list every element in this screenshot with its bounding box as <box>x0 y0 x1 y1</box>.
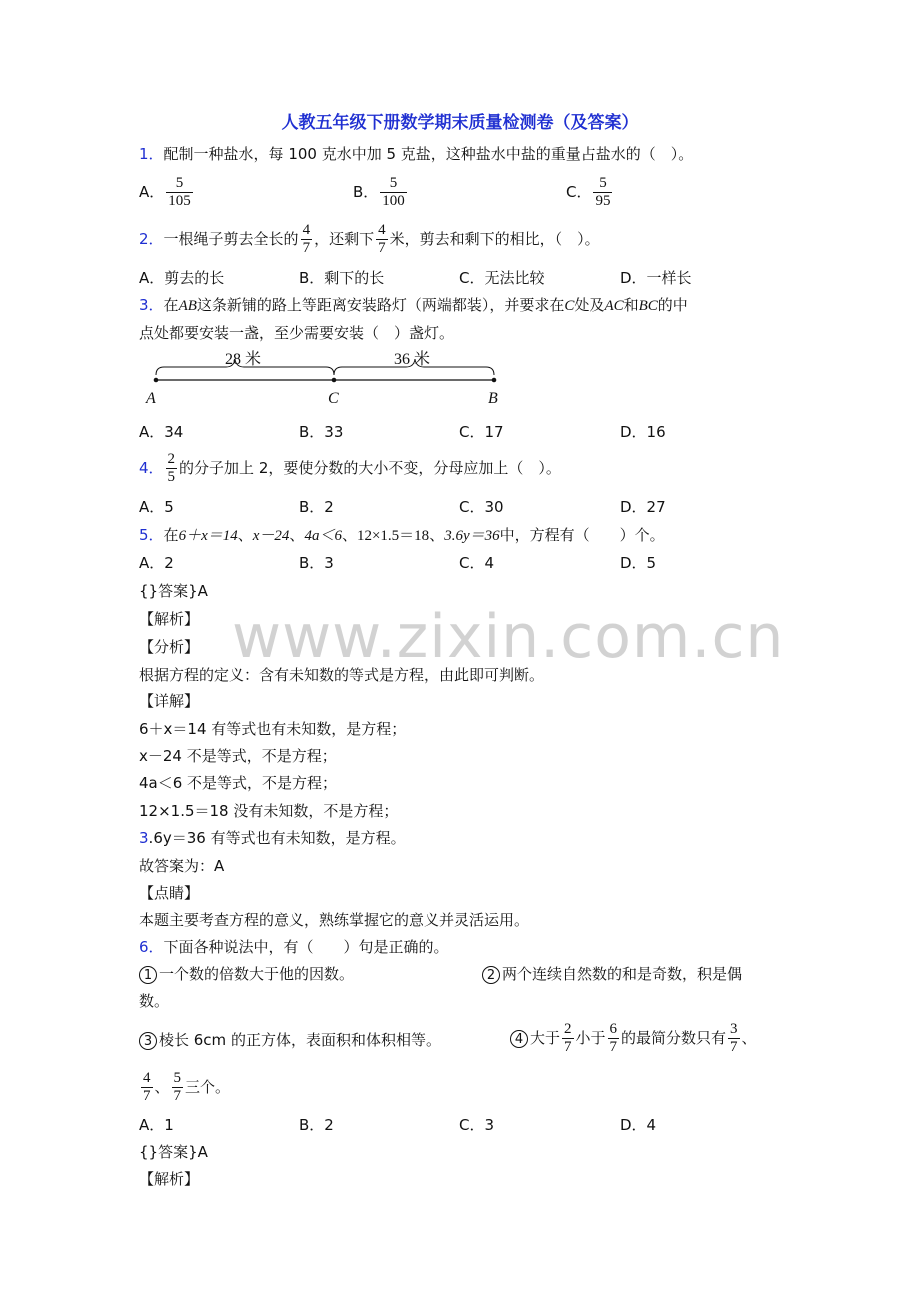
option-b: B．33 <box>299 423 344 441</box>
question-text: 在 <box>163 526 179 544</box>
question-number: 4． <box>139 459 164 477</box>
statement-text: 棱长 6cm 的正方体，表面积和体积相等。 <box>159 1031 441 1049</box>
expression: 3.6y＝36 <box>444 528 500 544</box>
statement-2 <box>482 964 742 984</box>
fraction: $\frac{3}{7}$ <box>730 1021 738 1055</box>
point-a-label: A <box>146 390 156 407</box>
detail-line: x－24 不是等式，不是方程； <box>139 747 337 765</box>
question-text: 一根绳子剪去全长的 <box>163 230 299 248</box>
question-text: 的中 <box>657 296 688 314</box>
final-answer: 故答案为：A <box>139 857 225 875</box>
question-1 <box>139 144 693 164</box>
option-d: D．16 <box>620 423 666 441</box>
segment-right-length: 36 米 <box>394 351 431 368</box>
summary-text: 本题主要考查方程的意义，熟练掌握它的意义并灵活运用。 <box>139 911 530 929</box>
separator: 、 <box>341 526 357 544</box>
option-label: B． <box>353 183 379 201</box>
question-5 <box>139 525 665 546</box>
detail-line: 12×1.5＝18 没有未知数，不是方程； <box>139 802 399 820</box>
option-a: A．2 <box>139 554 174 572</box>
circled-number: 1 <box>139 966 157 984</box>
question-text: ，还剩下 <box>314 230 375 248</box>
segment-left-length: 28 米 <box>225 351 262 368</box>
segment-label: AC <box>604 298 624 314</box>
point-a-dot <box>154 378 159 383</box>
question-text: 中，方程有（ ）个。 <box>499 526 665 544</box>
separator: 、 <box>289 526 305 544</box>
question-text: 这条新铺的路上等距离安装路灯（两端都装），并要求在 <box>196 296 565 314</box>
segment-diagram <box>140 345 510 410</box>
option-d: D．一样长 <box>620 269 692 287</box>
option-label: C． <box>566 183 592 201</box>
question-number: 2． <box>139 230 164 248</box>
expression: 6＋x＝14 <box>178 528 238 544</box>
section-heading-dianjing: 【点睛】 <box>139 884 200 902</box>
fraction: $\frac{5}{105}$ <box>168 175 191 209</box>
fraction: $\frac{2}{5}$ <box>167 451 176 485</box>
analysis-text: 根据方程的定义：含有未知数的等式是方程，由此即可判断。 <box>139 666 545 684</box>
expression: 12×1.5＝18 <box>356 528 430 544</box>
detail-line <box>139 828 406 848</box>
statement-text: 大于 <box>530 1029 561 1047</box>
fraction: $\frac{4}{7}$ <box>378 222 386 256</box>
answer-line: {}答案}A <box>139 1143 208 1161</box>
point-b-label: B <box>488 390 498 407</box>
point-c-label: C <box>328 390 339 407</box>
option-a: A．5 <box>139 498 174 516</box>
option-c: C．30 <box>459 498 504 516</box>
expression: x－24 <box>252 528 290 544</box>
separator: 、 <box>237 526 253 544</box>
fraction: $\frac{6}{7}$ <box>609 1021 618 1055</box>
section-heading-fenxi: 【分析】 <box>139 638 200 656</box>
detail-line: 6＋x＝14 有等式也有未知数，是方程； <box>139 720 407 738</box>
option-c: C．无法比较 <box>459 269 545 287</box>
question-text: 和 <box>623 296 639 314</box>
circled-number: 3 <box>139 1032 157 1050</box>
statement-text: 一个数的倍数大于他的因数。 <box>159 965 355 983</box>
option-d: D．27 <box>620 498 666 516</box>
question-2 <box>139 219 600 259</box>
question-text: 下面各种说法中，有（ ）句是正确的。 <box>163 938 449 956</box>
statement-text: 小于 <box>575 1029 606 1047</box>
fraction: $\frac{2}{7}$ <box>564 1021 572 1055</box>
question-4 <box>139 448 561 488</box>
answer-line: {}答案}A <box>139 582 208 600</box>
statement-1 <box>139 964 354 984</box>
question-6 <box>139 937 449 957</box>
section-heading-jiexi: 【解析】 <box>139 610 200 628</box>
statement-2-continued: 数。 <box>139 992 170 1010</box>
question-number: 3． <box>139 296 164 314</box>
option-a <box>139 172 195 212</box>
option-b: B．剩下的长 <box>299 269 385 287</box>
option-a: A．1 <box>139 1116 174 1134</box>
separator: 、 <box>154 1078 170 1096</box>
page-title: 人教五年级下册数学期末质量检测卷（及答案） <box>281 113 639 133</box>
separator: 、 <box>429 526 445 544</box>
fraction: $\frac{4}{7}$ <box>302 222 311 256</box>
option-b: B．2 <box>299 498 334 516</box>
statement-3 <box>139 1030 441 1050</box>
statement-4-continued <box>139 1067 230 1107</box>
option-c: C．3 <box>459 1116 495 1134</box>
question-3-line-2: 点处都要安装一盏，至少需要安装（ ）盏灯。 <box>139 324 455 342</box>
fraction: $\frac{5}{100}$ <box>382 175 405 209</box>
question-3 <box>139 295 688 316</box>
fraction: $\frac{5}{95}$ <box>595 175 611 209</box>
option-c <box>566 172 614 212</box>
separator: 、 <box>741 1029 757 1047</box>
option-c: C．4 <box>459 554 495 572</box>
option-c: C．17 <box>459 423 504 441</box>
segment-label: AB <box>178 298 197 314</box>
question-text: 的分子加上 2，要使分数的大小不变，分母应加上（ ）。 <box>179 459 561 477</box>
statement-4 <box>510 1018 757 1058</box>
fraction: $\frac{4}{7}$ <box>143 1070 151 1104</box>
circled-number: 4 <box>510 1030 528 1048</box>
option-d: D．4 <box>620 1116 657 1134</box>
option-d: D．5 <box>620 554 657 572</box>
question-text: 在 <box>163 296 179 314</box>
option-a: A．剪去的长 <box>139 269 225 287</box>
point-label: C <box>564 298 575 314</box>
option-b <box>353 172 409 212</box>
fraction: $\frac{5}{7}$ <box>173 1070 182 1104</box>
circled-number: 2 <box>482 966 500 984</box>
section-heading-jiexi: 【解析】 <box>139 1170 200 1188</box>
option-label: A． <box>139 183 165 201</box>
detail-text: .6y＝36 有等式也有未知数，是方程。 <box>148 829 406 847</box>
detail-line: 4a＜6 不是等式，不是方程； <box>139 774 338 792</box>
statement-text: 两个连续自然数的和是奇数，积是偶 <box>502 965 743 983</box>
section-heading-xiangjie: 【详解】 <box>139 692 200 710</box>
question-text: 处及 <box>574 296 605 314</box>
segment-label: BC <box>638 298 658 314</box>
option-b: B．2 <box>299 1116 334 1134</box>
question-text: 配制一种盐水，每 100 克水中加 5 克盐，这种盐水中盐的重量占盐水的（ ）。 <box>163 145 694 163</box>
statement-text: 三个。 <box>185 1078 231 1096</box>
statement-text: 的最简分数只有 <box>621 1029 727 1047</box>
point-c-dot <box>332 378 337 383</box>
question-text: 米，剪去和剩下的相比，（ ）。 <box>389 230 600 248</box>
highlighted-digit: 3 <box>139 829 149 847</box>
question-number: 1． <box>139 145 164 163</box>
option-b: B．3 <box>299 554 334 572</box>
point-b-dot <box>492 378 497 383</box>
watermark: www.zixin.com.cn <box>232 602 785 672</box>
question-number: 5． <box>139 526 164 544</box>
question-number: 6． <box>139 938 164 956</box>
option-a: A．34 <box>139 423 184 441</box>
expression: 4a＜6 <box>304 528 342 544</box>
